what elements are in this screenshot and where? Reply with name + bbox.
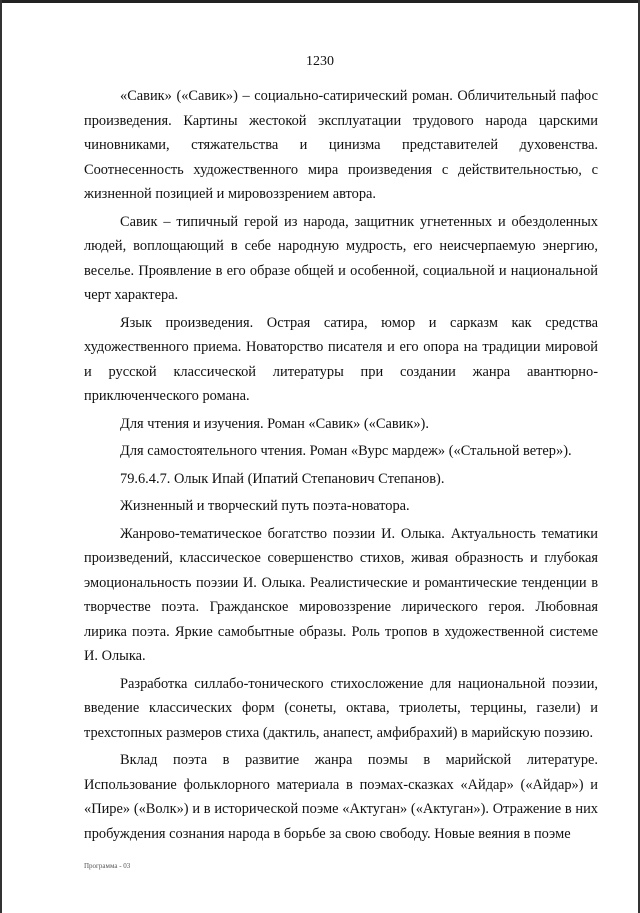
body-text (84, 84, 598, 849)
scan-edge-top (0, 0, 640, 3)
paragraph-life-path: Жизненный и творческий путь поэта-новатора. (120, 498, 410, 514)
paragraph-versification: Разработка силлабо-тонического стихосложение для национальной поэзии, введение классических форм (сонеты, октава, триолеты, терцины, газели) и трехстопных размеров стиха (дактиль, анапест, амфибрахий) в марийскую поэзию. (84, 675, 598, 741)
paragraph-self-reading: Для самостоятельного чтения. Роман «Вурс мардеж» («Стальной ветер»). (120, 443, 572, 459)
paragraph-savik-hero: Савик – типичный герой из народа, защитник угнетенных и обездоленных людей, воплощающий в себе народную мудрость, его неисчерпаемую энергию, веселье. Проявление в его образе общей и особенной, социальной и национальной черт характера. (84, 213, 598, 303)
paragraph-language: Язык произведения. Острая сатира, юмор и сарказм как средства художественного приема. Новаторство писателя и его опора на традиции мировой и русской классической литературы при создании жанра авантюрно-приключенческого романа. (84, 314, 598, 404)
paragraph-savik-novel: «Савик» («Савик») – социально-сатирический роман. Обличительный пафос произведения. Картины жестокой эксплуатации трудового народа царскими чиновниками, стяжательства и цинизма представителей духовенства. Соотнесенность художественного мира произведения с действительностью, с жизненной позицией и мировоззрением автора. (84, 88, 598, 202)
page-number: 1230 (306, 54, 334, 69)
footer-label: Программа - 03 (84, 862, 131, 870)
paragraph-poema-genre: Вклад поэта в развитие жанра поэмы в марийской литературе. Использование фольклорного материала в поэмах-сказках «Айдар» («Айдар») и «Пире» («Волк») и в исторической поэме «Актуган» («Актуган»). Отражение в них пробуждения сознания народа в борьбе за свою свободу. Новые веяния в поэме (84, 752, 598, 842)
paragraph-genre-themes: Жанрово-тематическое богатство поэзии И. Олыка. Актуальность тематики произведений, классическое совершенство стихов, живая образность и глубокая эмоциональность поэзии И. Олыка. Реалистические и романтические тенденции в творчестве поэта. Гражданское мировоззрение лирического героя. Любовная лирика поэта. Яркие самобытные образы. Роль тропов в художественной системе И. Олыка. (84, 525, 598, 664)
section-heading-olyk-ipai: 79.6.4.7. Олык Ипай (Ипатий Степанович Степанов). (120, 470, 445, 487)
paragraph-for-reading: Для чтения и изучения. Роман «Савик» («Савик»). (120, 415, 429, 432)
scan-edge-left (0, 0, 2, 913)
